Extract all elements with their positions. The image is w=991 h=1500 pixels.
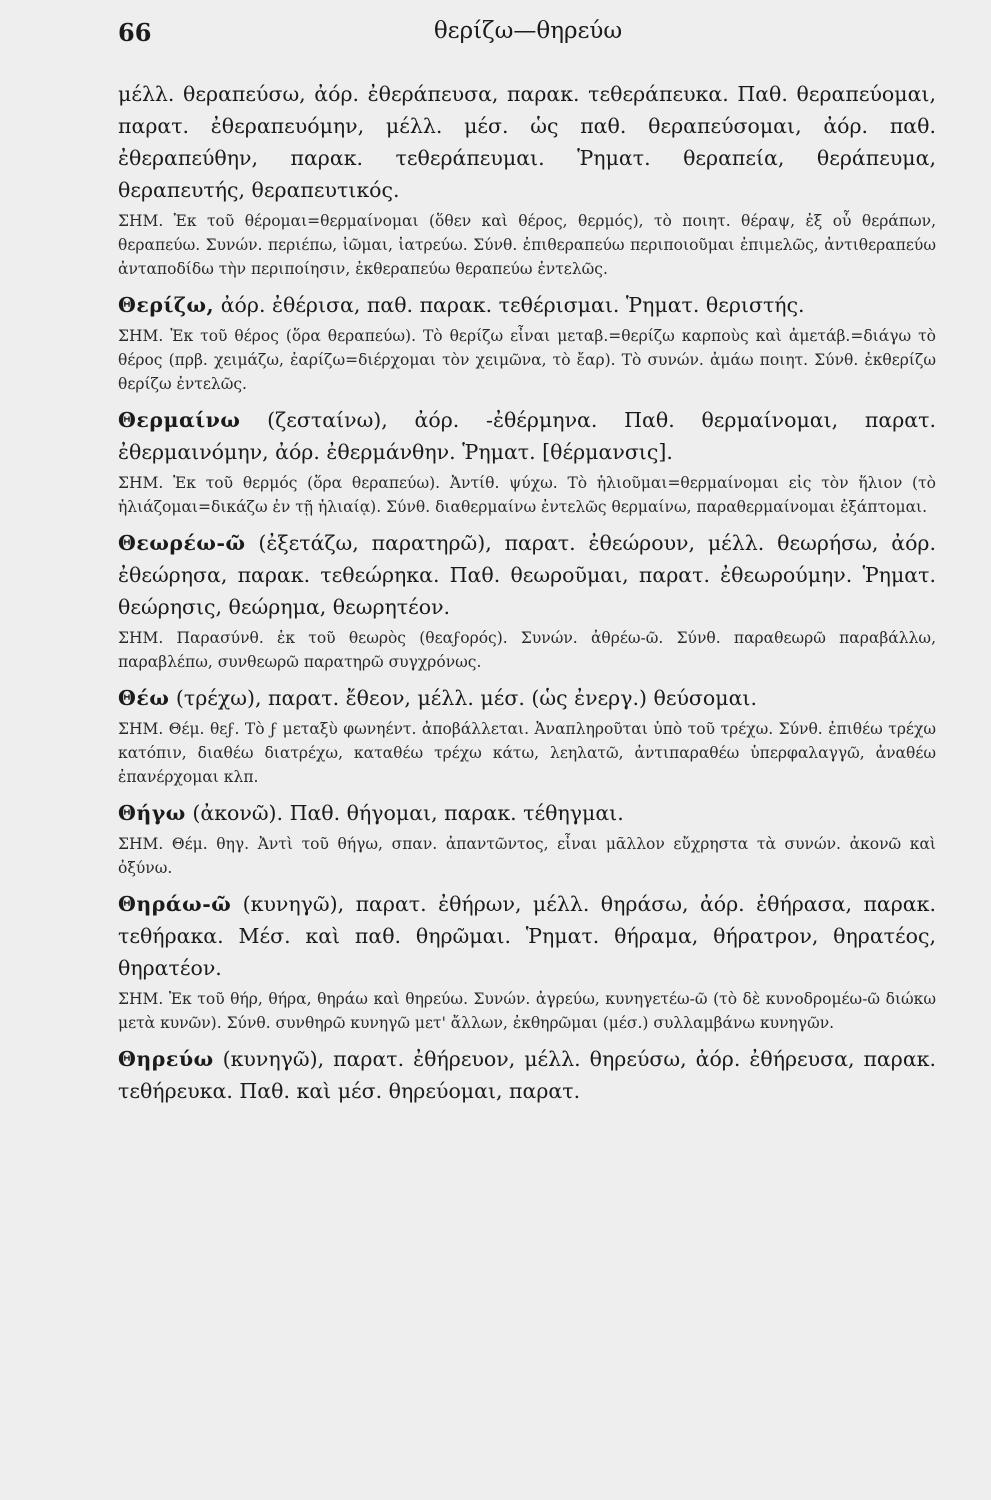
entry-note: ΣΗΜ. Παρασύνθ. ἐκ τοῦ θεωρὸς (θεαϝορός). Συνών. ἀθρέω-ῶ. Σύνθ. παραθεωρῶ παραβάλλω, παραβλέπω, συνθεωρῶ παρατηρῶ συγχρόνως. — [118, 629, 936, 671]
entry-therapeuo-continuation — [118, 78, 936, 281]
entry-text: (τρέχω), παρατ. ἔθεον, μέλλ. μέσ. (ὡς ἐνεργ.) θεύσομαι. — [175, 686, 757, 710]
entry-lemma: Θηράω-ῶ — [118, 892, 232, 916]
entry-note: ΣΗΜ. Ἐκ τοῦ θέρος (ὅρα θεραπεύω). Τὸ θερίζω εἶναι μεταβ.=θερίζω καρποὺς καὶ ἀμετάβ.=διάγω τὸ θέρος (πρβ. χειμάζω, ἐαρίζω=διέρχομαι τὸν χειμῶνα, τὸ ἔαρ). Τὸ συνών. ἀμάω ποιητ. Σύνθ. ἐκθερίζω θερίζω ἐντελῶς. — [118, 327, 936, 393]
entry-text: (κυνηγῶ), παρατ. ἐθήρων, μέλλ. θηράσω, ἀόρ. ἐθήρασα, παρακ. τεθήρακα. Μέσ. καὶ παθ. θηρῶμαι. Ῥηματ. θήραμα, θήρατρον, θηρατέος, θηρατέον. — [118, 892, 936, 980]
entry-text: μέλλ. θεραπεύσω, ἀόρ. ἐθεράπευσα, παρακ. τεθεράπευκα. Παθ. θεραπεύομαι, παρατ. ἐθεραπευόμην, μέλλ. μέσ. ὡς παθ. θεραπεύσομαι, ἀόρ. παθ. ἐθεραπεύθην, παρακ. τεθεράπευμαι. Ῥηματ. θεραπεία, θεράπευμα, θεραπευτής, θεραπευτικός. — [118, 82, 936, 202]
entry-theoreo — [118, 527, 936, 674]
entry-note: ΣΗΜ. Ἐκ τοῦ θέρομαι=θερμαίνομαι (ὅθεν καὶ θέρος, θερμός), τὸ ποιητ. θέραψ, ἐξ οὗ θεράπων, θεραπεύω. Συνών. περιέπω, ἰῶμαι, ἰατρεύω. Σύνθ. ἐπιθεραπεύω περιποιοῦμαι ἐπιμελῶς, ἀντιθεραπεύω ἀνταποδίδω τὴν περιποίησιν, ἐκθεραπεύω θεραπεύω ἐντελῶς. — [118, 212, 936, 278]
entry-text: (ζεσταίνω), ἀόρ. -ἐθέρμηνα. Παθ. θερμαίνομαι, παρατ. ἐθερμαινόμην, ἀόρ. ἐθερμάνθην. Ῥηματ. [θέρμανσις]. — [118, 408, 936, 464]
entry-note: ΣΗΜ. Ἐκ τοῦ θήρ, θήρα, θηράω καὶ θηρεύω. Συνών. ἀγρεύω, κυνηγετέω-ῶ (τὸ δὲ κυνοδρομέω-ῶ διώκω μετὰ κυνῶν). Σύνθ. συνθηρῶ κυνηγῶ μετ' ἄλλων, ἐκθηρῶμαι (μέσ.) συλλαμβάνω κυνηγῶν. — [118, 990, 936, 1032]
entry-note: ΣΗΜ. Θέμ. θεϝ. Τὸ ϝ μεταξὺ φωνηέντ. ἀποβάλλεται. Ἀναπληροῦται ὑπὸ τοῦ τρέχω. Σύνθ. ἐπιθέω τρέχω κατόπιν, διαθέω διατρέχω, καταθέω τρέχω κάτω, λεηλατῶ, ἀντιπαραθέω ὑπερφαλαγγῶ, ἀναθέω ἐπανέρχομαι κλπ. — [118, 720, 936, 786]
entry-therizo — [118, 289, 936, 396]
page-body — [118, 78, 936, 1107]
page-header — [118, 18, 938, 58]
entry-text: (ἐξετάζω, παρατηρῶ), παρατ. ἐθεώρουν, μέλλ. θεωρήσω, ἀόρ. ἐθεώρησα, παρακ. τεθεώρηκα. Παθ. θεωροῦμαι, παρατ. ἐθεωρούμην. Ῥηματ. θεώρησις, θεώρημα, θεωρητέον. — [118, 531, 936, 619]
entry-lemma: Θήγω — [118, 801, 186, 825]
entry-lemma: Θηρεύω — [118, 1047, 214, 1071]
entry-thereuo — [118, 1043, 936, 1107]
entry-lemma: Θερίζω, — [118, 293, 215, 317]
entry-text: ἀόρ. ἐθέρισα, παθ. παρακ. τεθέρισμαι. Ῥηματ. θεριστής. — [220, 293, 805, 317]
entry-thego — [118, 797, 936, 880]
entry-note: ΣΗΜ. Ἐκ τοῦ θερμός (ὅρα θεραπεύω). Ἀντίθ. ψύχω. Τὸ ἡλιοῦμαι=θερμαίνομαι εἰς τὸν ἥλιον (τὸ ἡλιάζομαι=δικάζω ἐν τῇ ἡλιαίᾳ). Σύνθ. διαθερμαίνω ἐντελῶς θερμαίνω, παραθερμαίνομαι ἐξάπτομαι. — [118, 474, 936, 516]
entry-text: (κυνηγῶ), παρατ. ἐθήρευον, μέλλ. θηρεύσω, ἀόρ. ἐθήρευσα, παρακ. τεθήρευκα. Παθ. καὶ μέσ. θηρεύομαι, παρατ. — [118, 1047, 936, 1103]
entry-thermaino — [118, 404, 936, 519]
entry-lemma: Θέω — [118, 686, 170, 710]
entry-therao — [118, 888, 936, 1035]
page-number: 66 — [118, 18, 152, 47]
entry-lemma: Θερμαίνω — [118, 408, 241, 432]
entry-lemma: Θεωρέω-ῶ — [118, 531, 246, 555]
running-title: θερίζω—θηρεύω — [433, 18, 623, 44]
entry-note: ΣΗΜ. Θέμ. θηγ. Ἀντὶ τοῦ θήγω, σπαν. ἀπαντῶντος, εἶναι μᾶλλον εὔχρηστα τὰ συνών. ἀκονῶ καὶ ὀξύνω. — [118, 835, 936, 877]
entry-text: (ἀκονῶ). Παθ. θήγομαι, παρακ. τέθηγμαι. — [192, 801, 624, 825]
entry-theo — [118, 682, 936, 789]
